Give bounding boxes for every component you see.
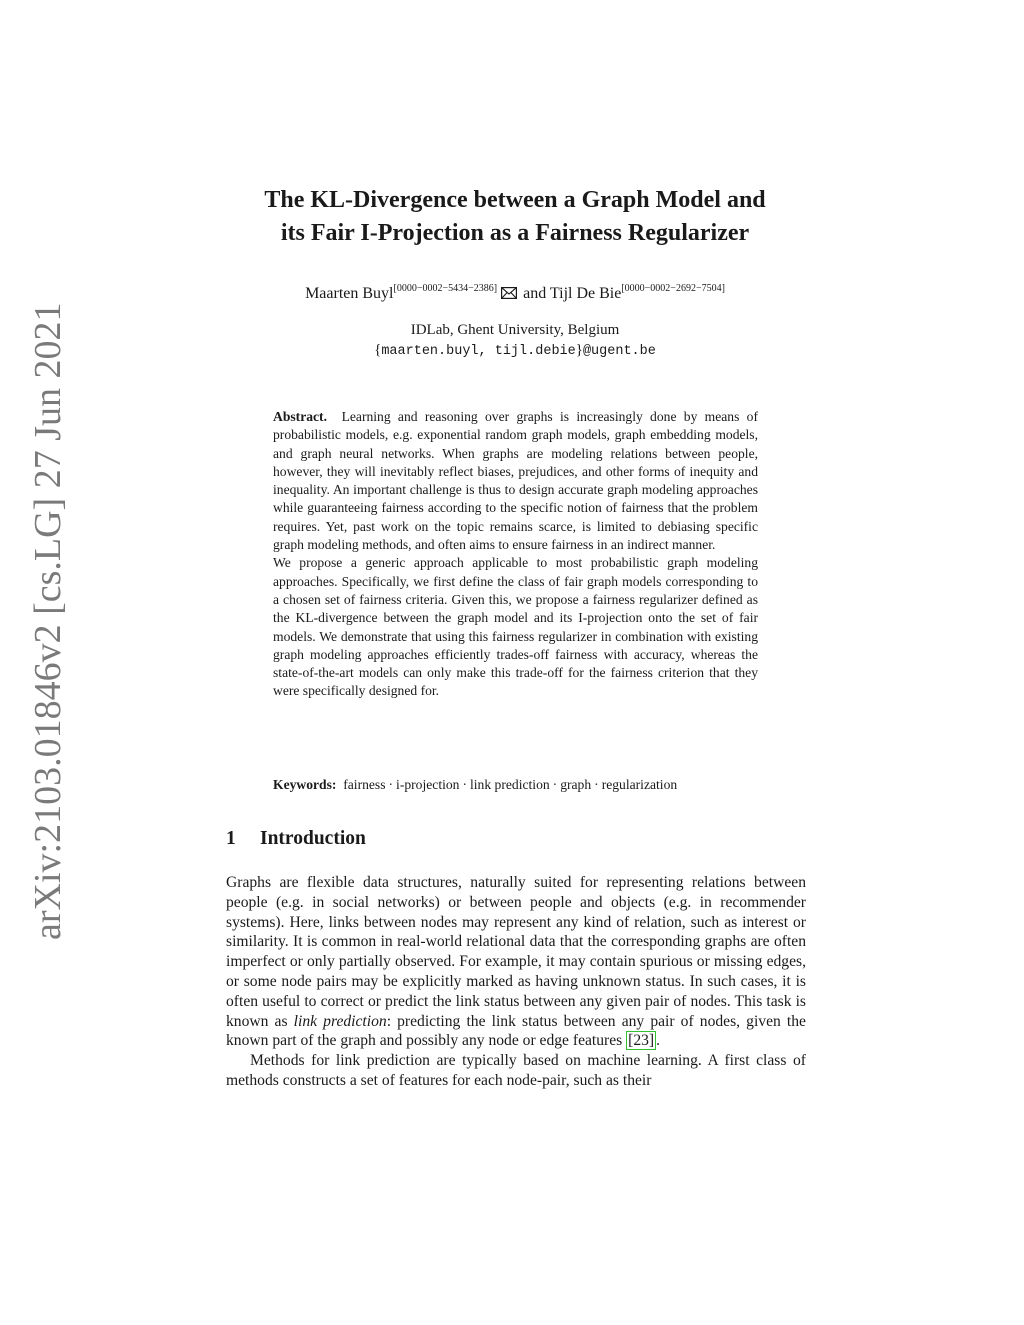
section-number: 1 xyxy=(226,828,236,849)
paper-title xyxy=(200,184,830,250)
email-addresses[interactable] xyxy=(200,340,830,362)
keyword-separator: · xyxy=(388,777,394,792)
institution: IDLab, Ghent University, Belgium xyxy=(410,322,620,338)
mail-icon xyxy=(501,287,517,299)
orcid-2: [0000−0002−2692−7504] xyxy=(621,283,725,294)
intro-text-1a: Graphs are flexible data structures, naturally suited for representing relations between people (e.g. in social networks) or between people and objects (e.g. in recommender systems). Here, links between nodes may represent any kind of relation, such as interest or similarity. It is common in real-world relational data that the corresponding graphs are often imperfect or only partially observed. For example, it may contain spurious or missing edges, or some node pairs may be explicitly marked as having unknown status. In such cases, it is often useful to correct or predict the link status between any given pair of nodes. This task is known as xyxy=(226,874,806,1030)
abstract xyxy=(273,408,758,701)
email-brace-open: { xyxy=(374,342,382,358)
affiliation xyxy=(200,320,830,362)
abstract-paragraph-1 xyxy=(273,408,758,554)
author-connector: and Tijl De Bie xyxy=(523,285,622,302)
abstract-label: Abstract. xyxy=(273,409,327,424)
keyword: graph xyxy=(560,777,592,792)
citation-link[interactable]: [23] xyxy=(628,1032,655,1050)
emphasis-term: link prediction xyxy=(293,1012,387,1030)
email-domain: @ugent.be xyxy=(582,344,656,359)
introduction-body xyxy=(226,873,806,1091)
keywords xyxy=(273,776,758,794)
intro-paragraph-1 xyxy=(226,873,806,1051)
intro-paragraph-2: Methods for link prediction are typically based on machine learning. A first class of methods constructs a set of features for each node-pair, such as their xyxy=(226,1052,806,1089)
keyword-separator: · xyxy=(462,777,467,792)
keyword: link prediction xyxy=(470,777,550,792)
email-list: maarten.buyl, tijl.debie xyxy=(381,344,576,359)
keyword: regularization xyxy=(601,777,678,792)
keyword-separator: · xyxy=(552,777,558,792)
keyword: i-projection xyxy=(396,777,460,792)
arxiv-identifier: arXiv:2103.01846v2 [cs.LG] 27 Jun 2021 xyxy=(27,302,69,940)
abstract-paragraph-2: We propose a generic approach applicable to most probabilistic graph modeling approaches. Specifically, we first define the class of fair graph models corresponding to a chosen set of fairness criteria. Given this, we propose a fairness regularizer defined as the KL-divergence between the graph model and its I-projection onto the set of fair models. We demonstrate that using this fairness regularizer in combination with existing graph modeling approaches efficiently trades-off fairness with accuracy, whereas the state-of-the-art models can only make this trade-off for the fairness criterion that they were specifically designed for. xyxy=(273,555,758,699)
abstract-text-1: Learning and reasoning over graphs is increasingly done by means of probabilistic models, e.g. exponential random graph models, graph embedding models, and graph neural networks. When graphs are modeling relations between people, however, they will inevitably reflect biases, prejudices, and other forms of inequity and inequality. An important challenge is thus to design accurate graph modeling approaches while guaranteeing fairness according to the specific notion of fairness that the problem requires. Yet, past work on the topic remains scarce, is limited to debiasing specific graph modeling methods, and often aims to ensure fairness in an indirect manner. xyxy=(273,409,759,553)
keyword: fairness xyxy=(343,777,386,792)
email-brace-close: } xyxy=(575,342,583,358)
orcid-1: [0000−0002−5434−2386] xyxy=(393,283,498,294)
title-line-1: The KL-Divergence between a Graph Model and xyxy=(264,187,766,213)
keyword-separator: · xyxy=(594,777,599,792)
author-list xyxy=(200,283,830,303)
intro-text-1-end: . xyxy=(656,1032,661,1050)
author-name-1: Maarten Buyl xyxy=(305,285,394,302)
section-heading xyxy=(226,828,366,850)
intro-text-1b: : predicting the link status between any pair of nodes, given the known part of the graph and possibly any node or edge features xyxy=(226,1012,806,1050)
title-line-2: its Fair I-Projection as a Fairness Regularizer xyxy=(280,220,750,246)
keywords-label: Keywords: xyxy=(273,777,337,792)
section-title: Introduction xyxy=(260,828,366,849)
